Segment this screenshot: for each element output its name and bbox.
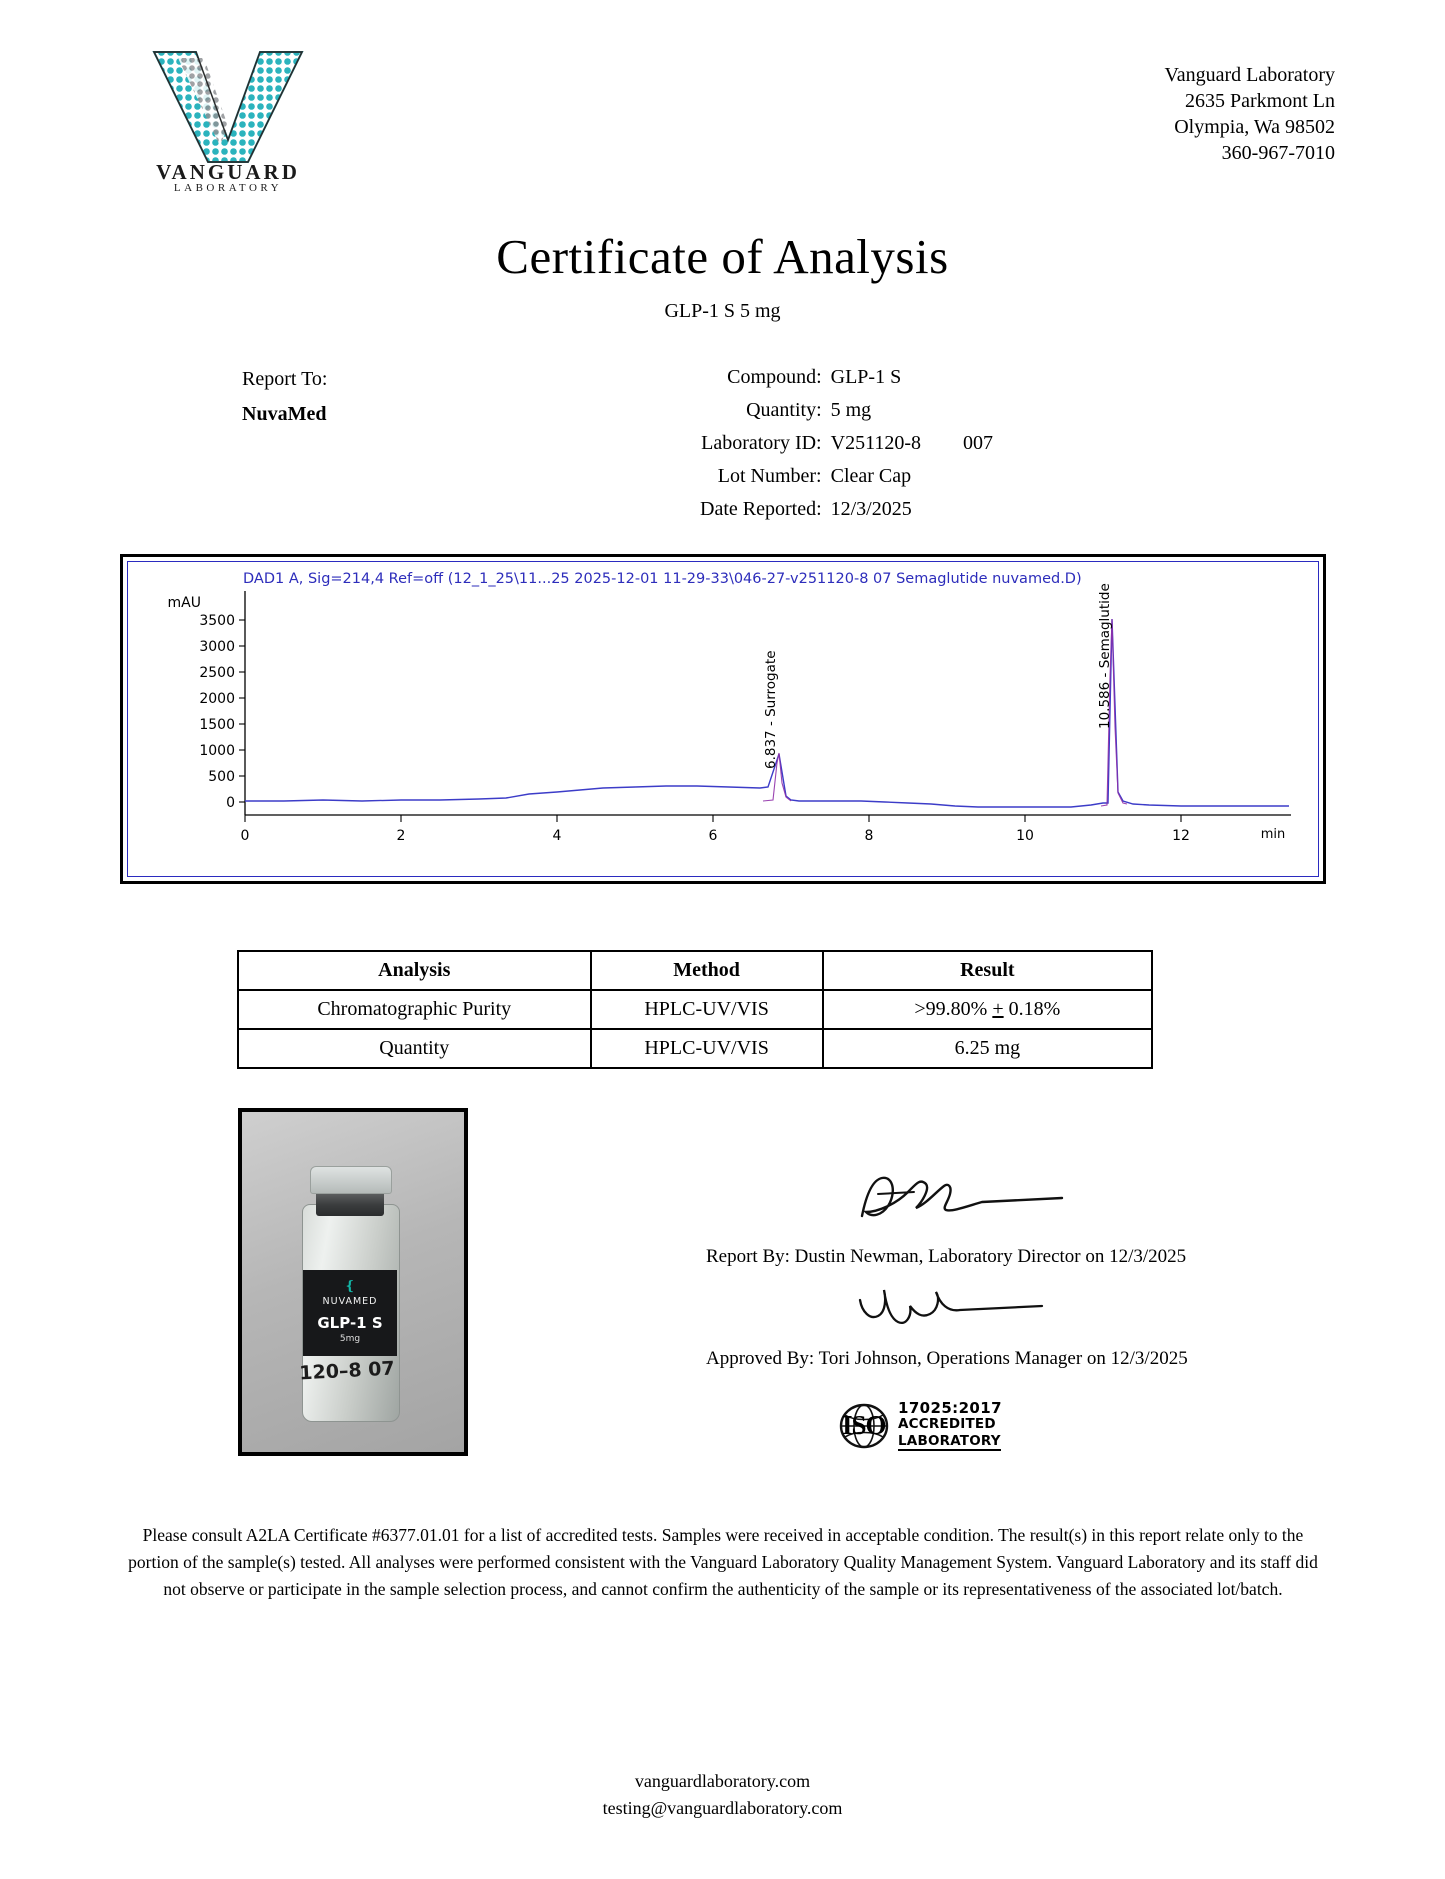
svg-text:min: min: [1260, 827, 1286, 842]
results-cell-result-1: 6.25 mg: [823, 1029, 1152, 1068]
svg-text:0: 0: [240, 828, 250, 844]
iso-standard-number: 17025:2017: [898, 1399, 1002, 1417]
footer: [0, 1768, 1445, 1822]
results-table: [237, 950, 1153, 1069]
meta-row-date-reported: [700, 498, 993, 531]
logo-v-icon: [148, 48, 308, 166]
logo-subtitle: LABORATORY: [173, 182, 283, 194]
svg-text:8: 8: [864, 828, 874, 844]
meta-label-date-reported: Date Reported:: [700, 498, 822, 520]
product-photo: [238, 1108, 468, 1456]
vial-dose-text: 5mg: [339, 1334, 361, 1344]
laboratory-id-suffix: 007: [963, 432, 993, 454]
table-row: [238, 990, 1152, 1029]
svg-text:1000: 1000: [199, 743, 235, 759]
meta-row-lot-number: [700, 465, 993, 498]
signature-dustin-newman: [856, 1168, 1076, 1230]
vial-product-name: GLP-1 S: [317, 1314, 383, 1332]
company-name: Vanguard Laboratory: [1164, 64, 1335, 86]
report-by-line: Report By: Dustin Newman, Laboratory Director on 12/3/2025: [706, 1246, 1187, 1267]
svg-text:10: 10: [1016, 828, 1034, 844]
svg-text:12: 12: [1172, 828, 1190, 844]
meta-label-lot-number: Lot Number:: [717, 465, 822, 487]
page-title: Certificate of Analysis: [496, 229, 949, 284]
vial-lot-text: 120–8 07: [298, 1357, 396, 1385]
results-cell-method-1: HPLC-UV/VIS: [591, 1029, 823, 1068]
svg-text:2500: 2500: [199, 665, 235, 681]
vial-label: [303, 1270, 397, 1356]
svg-text:1500: 1500: [199, 717, 235, 733]
meta-label-quantity: Quantity:: [746, 399, 822, 421]
meta-value-date-reported: 12/3/2025: [830, 498, 912, 520]
results-header-method: Method: [591, 951, 823, 990]
iso-laboratory-label: LABORATORY: [898, 1433, 1001, 1449]
report-to-label: Report To:: [242, 368, 328, 390]
report-meta-table: [700, 366, 993, 531]
vial-cap: [310, 1166, 392, 1194]
svg-text:4: 4: [552, 828, 562, 844]
svg-text:6: 6: [708, 828, 718, 844]
result-plusminus-0: +: [992, 998, 1004, 1020]
results-cell-result-0: [823, 990, 1152, 1029]
meta-value-lot-number: Clear Cap: [830, 465, 912, 487]
iso-accredited-label: ACCREDITED: [898, 1416, 996, 1432]
results-header-analysis: Analysis: [238, 951, 591, 990]
company-address-block: [1165, 62, 1336, 166]
svg-text:2000: 2000: [199, 691, 235, 707]
results-header-result: Result: [823, 951, 1152, 990]
company-phone: 360-967-7010: [1221, 142, 1335, 164]
peak-label-surrogate: 6.837 - Surrogate: [763, 650, 779, 769]
vanguard-logo: [128, 48, 328, 198]
chromatogram-header-text: DAD1 A, Sig=214,4 Ref=off (12_1_25\11...25 2025-12-01 11-29-33\046-27-v251120-8 07 Semaglutide nuvamed.D): [243, 571, 1082, 587]
approved-by-line: Approved By: Tori Johnson, Operations Manager on 12/3/2025: [706, 1348, 1188, 1369]
footer-website[interactable]: vanguardlaboratory.com: [634, 1771, 811, 1791]
iso-mark-text: ISO: [842, 1410, 886, 1440]
footer-email[interactable]: testing@vanguardlaboratory.com: [602, 1798, 843, 1818]
svg-text:3000: 3000: [199, 639, 235, 655]
meta-row-compound: [700, 366, 993, 399]
results-cell-analysis-0: Chromatographic Purity: [238, 990, 591, 1029]
vial-logo-icon: ❴: [344, 1278, 356, 1293]
vial-image: [294, 1160, 406, 1422]
report-to-value: NuvaMed: [242, 403, 327, 425]
laboratory-id-value: V251120-8: [830, 432, 921, 454]
results-header-row: [238, 951, 1152, 990]
iso-accreditation-badge: [838, 1398, 1038, 1454]
company-address-2: Olympia, Wa 98502: [1174, 116, 1335, 138]
meta-label-laboratory-id: Laboratory ID:: [701, 432, 822, 454]
svg-text:500: 500: [208, 769, 235, 785]
meta-label-compound: Compound:: [727, 366, 822, 388]
disclaimer-text: Please consult A2LA Certificate #6377.01.01 for a list of accredited tests. Samples were received in acceptable condition. The result(s) in this report relate only to the portion of the sample(s) tested. All analyses were performed consistent with the Vanguard Laboratory Quality Management System. Vanguard Laboratory and its staff did not observe or participate in the sample selection process, and cannot confirm the authenticity of the sample or its representativeness of the associated lot/batch.: [128, 1525, 1318, 1599]
results-cell-analysis-1: Quantity: [238, 1029, 591, 1068]
meta-row-quantity: [700, 399, 993, 432]
vial-brand-text: NUVAMED: [322, 1296, 378, 1307]
table-row: [238, 1029, 1152, 1068]
meta-row-laboratory-id: [700, 432, 993, 465]
meta-value-quantity: 5 mg: [830, 399, 872, 421]
peak-label-semaglutide: 10.586 - Semaglutide: [1097, 583, 1113, 729]
svg-text:2: 2: [396, 828, 406, 844]
iso-text-block: [898, 1400, 1038, 1451]
signature-tori-johnson: [856, 1282, 1056, 1338]
meta-value-laboratory-id: [831, 432, 993, 465]
svg-text:3500: 3500: [199, 613, 235, 629]
chromatogram-panel: [120, 554, 1326, 884]
axis-label-mau: mAU: [167, 595, 201, 611]
chromatogram-plot: [123, 557, 1323, 881]
logo-wordmark: VANGUARD: [156, 160, 300, 184]
svg-text:0: 0: [226, 795, 235, 811]
page-subtitle: GLP-1 S 5 mg: [664, 300, 781, 322]
result-suffix-0: 0.18%: [1003, 998, 1061, 1020]
company-address-1: 2635 Parkmont Ln: [1185, 90, 1335, 112]
result-prefix-0: >99.80%: [914, 998, 993, 1020]
meta-value-compound: GLP-1 S: [830, 366, 902, 388]
results-cell-method-0: HPLC-UV/VIS: [591, 990, 823, 1029]
